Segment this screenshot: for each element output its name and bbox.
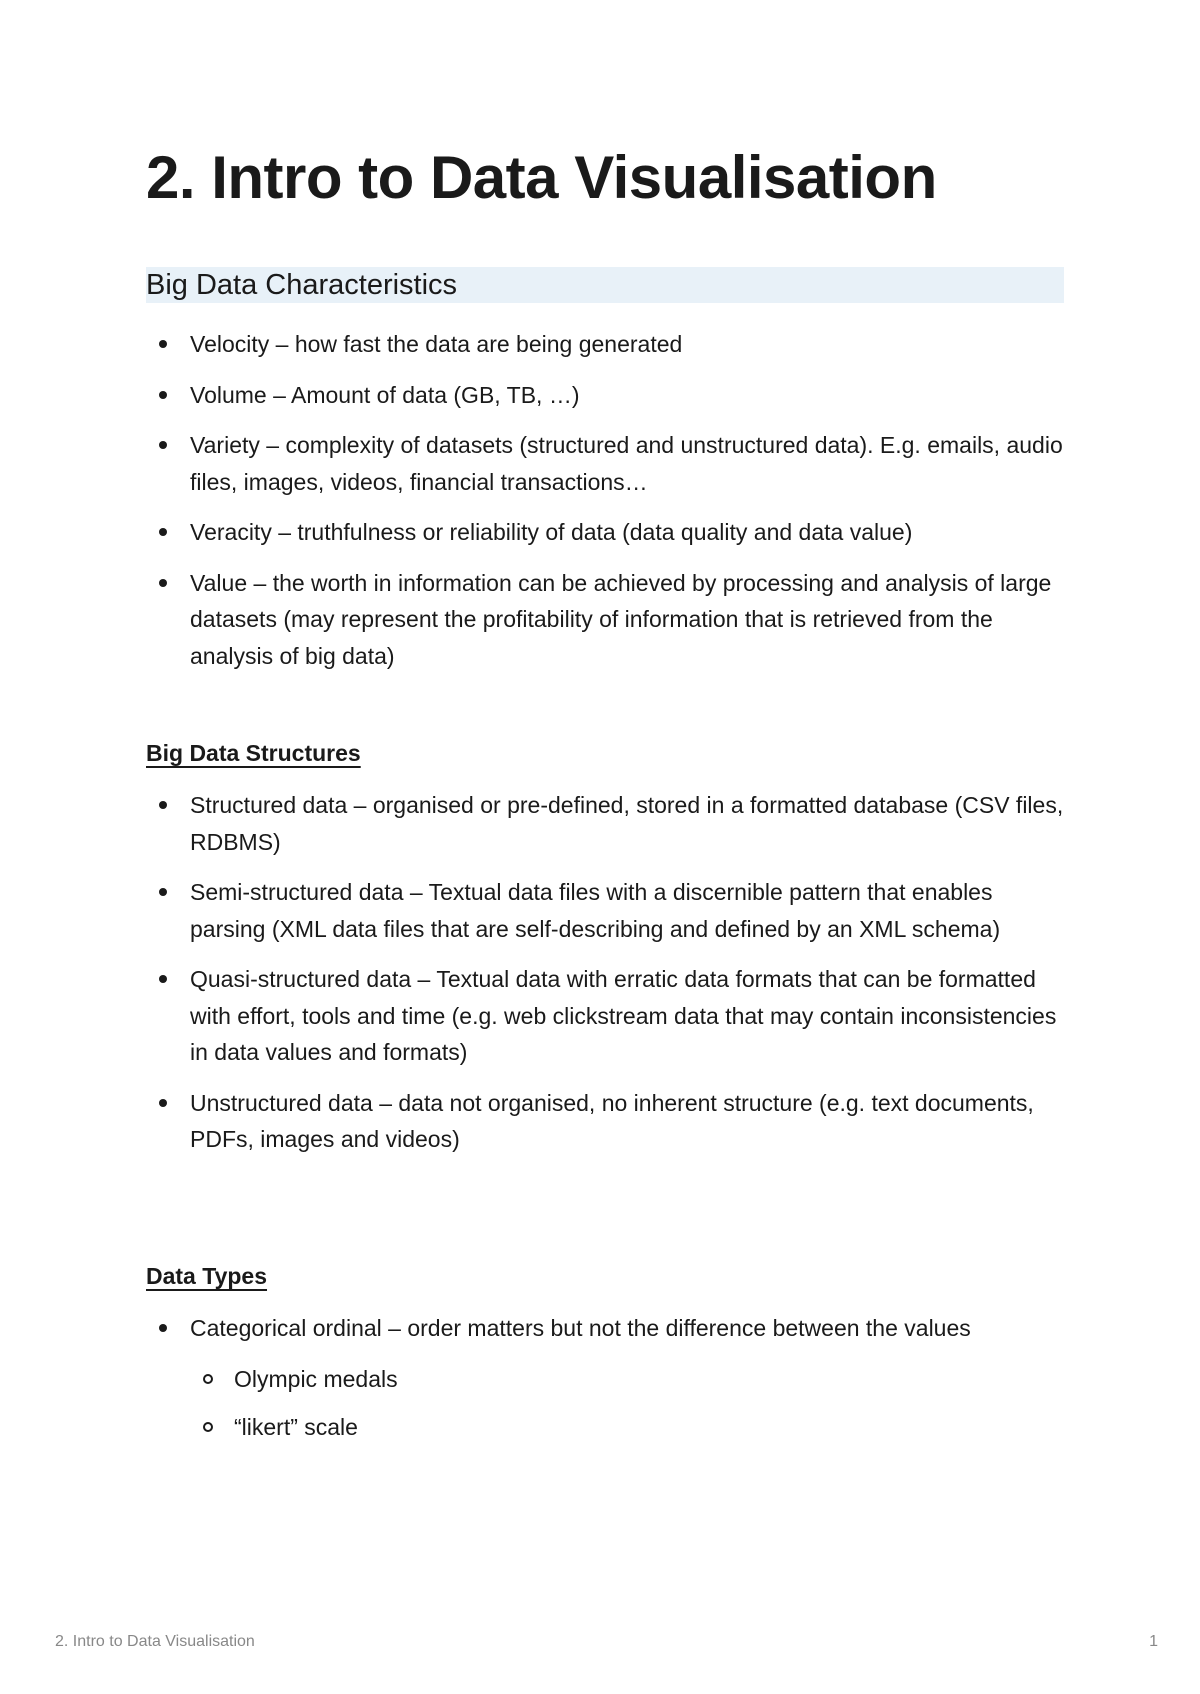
list-item bbox=[146, 1310, 1064, 1446]
sub-list-item: Olympic medals bbox=[190, 1361, 1064, 1398]
list-item: Veracity – truthfulness or reliability of data (data quality and data value) bbox=[146, 514, 1064, 551]
section-heading-big-data-structures: Big Data Structures bbox=[146, 740, 361, 766]
footer-title: 2. Intro to Data Visualisation bbox=[55, 1633, 255, 1650]
list-item: Semi-structured data – Textual data files with a discernible pattern that enables parsing (XML data files that are self-describing and defined by an XML schema) bbox=[146, 874, 1064, 947]
list-item: Structured data – organised or pre-defined, stored in a formatted database (CSV files, RDBMS) bbox=[146, 787, 1064, 860]
page-number: 1 bbox=[1149, 1633, 1158, 1650]
list-item: Volume – Amount of data (GB, TB, …) bbox=[146, 377, 1064, 414]
list-item: Unstructured data – data not organised, no inherent structure (e.g. text documents, PDFs, images and videos) bbox=[146, 1085, 1064, 1158]
list-item: Quasi-structured data – Textual data with erratic data formats that can be formatted with effort, tools and time (e.g. web clickstream data that may contain inconsistencies in data values and formats) bbox=[146, 961, 1064, 1071]
page-title: 2. Intro to Data Visualisation bbox=[146, 144, 937, 211]
section-heading-big-data-characteristics: Big Data Characteristics bbox=[146, 269, 458, 301]
list-item: Velocity – how fast the data are being generated bbox=[146, 326, 1064, 363]
list-item: Variety – complexity of datasets (structured and unstructured data). E.g. emails, audio files, images, videos, financial transactions… bbox=[146, 427, 1064, 500]
sub-list-item: “likert” scale bbox=[190, 1409, 1064, 1446]
sub-list bbox=[190, 1361, 1064, 1446]
characteristics-list bbox=[146, 326, 1064, 688]
section-heading-band bbox=[146, 267, 1064, 303]
list-item: Value – the worth in information can be achieved by processing and analysis of large datasets (may represent the profitability of information that is retrieved from the analysis of big data) bbox=[146, 565, 1064, 675]
structures-list bbox=[146, 787, 1064, 1172]
section-heading-data-types: Data Types bbox=[146, 1263, 268, 1289]
data-types-list bbox=[146, 1310, 1064, 1460]
list-item-text: Categorical ordinal – order matters but not the difference between the values bbox=[190, 1315, 971, 1341]
